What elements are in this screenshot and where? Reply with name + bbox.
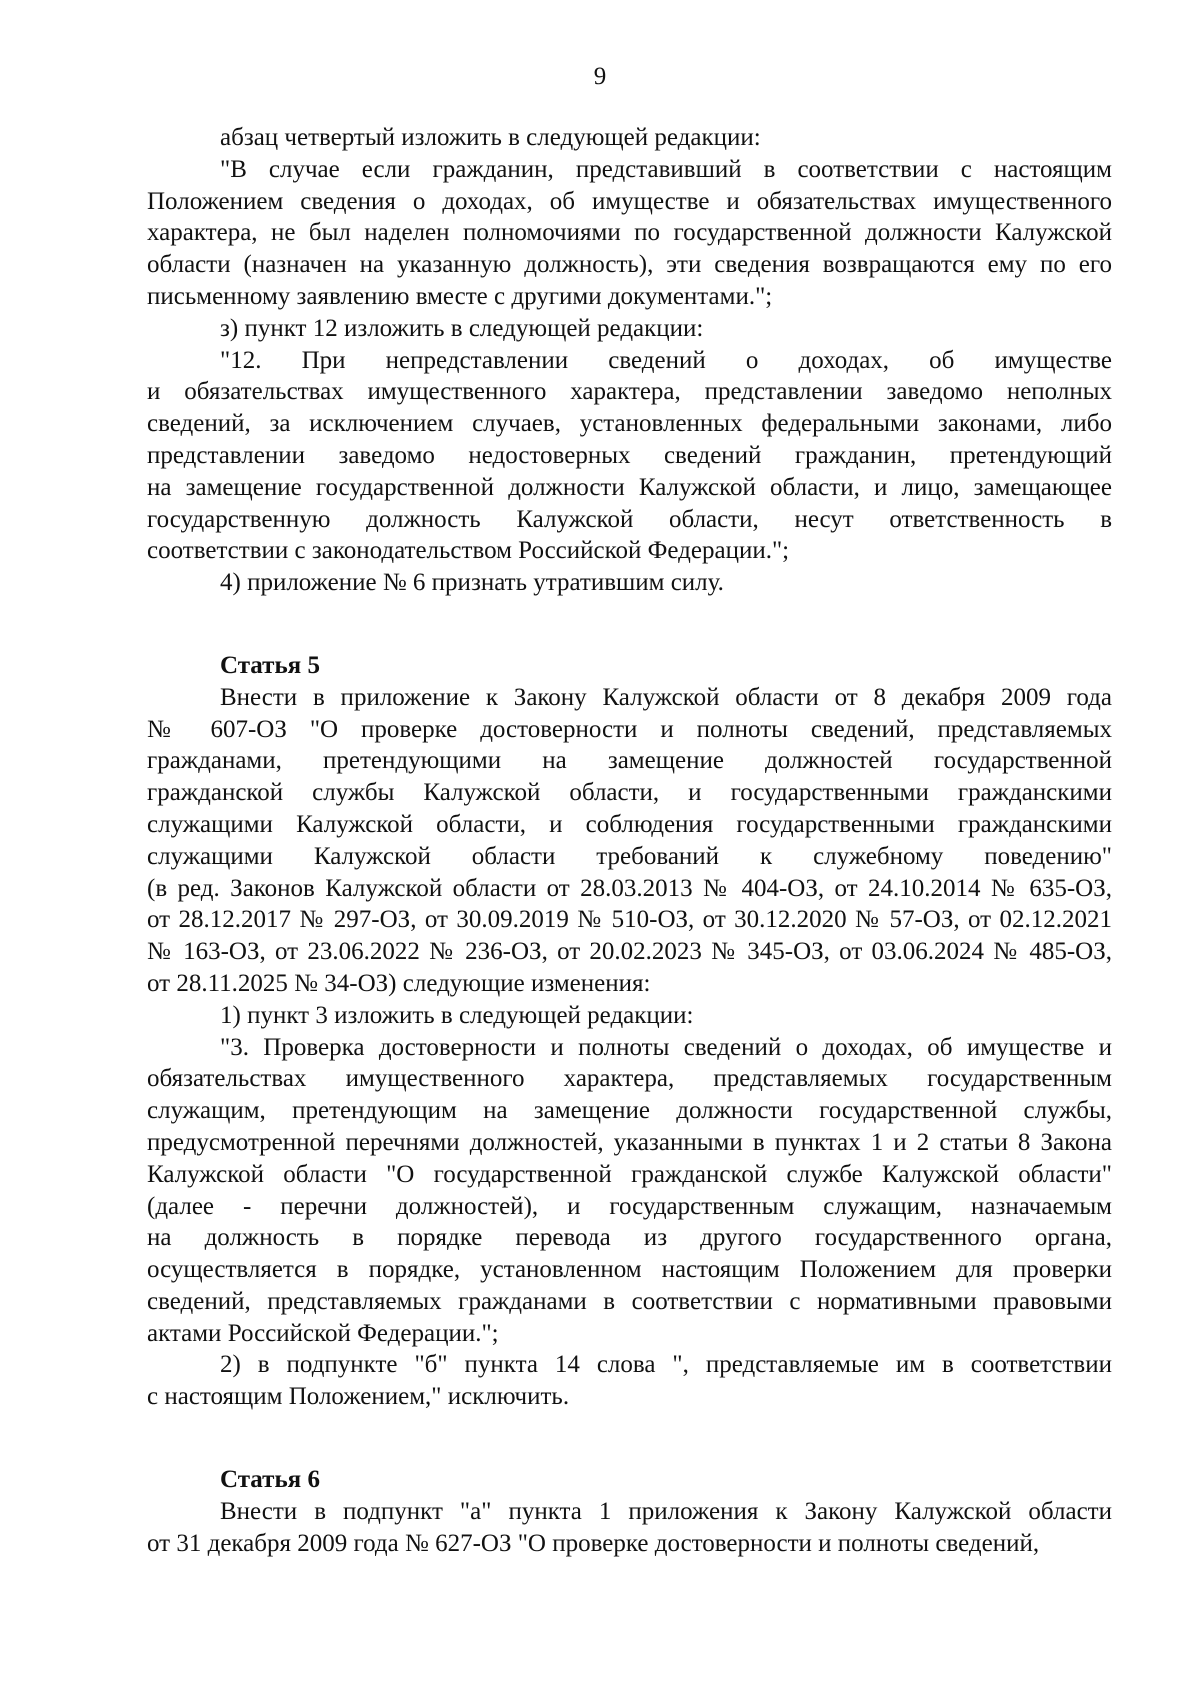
text-line: обязательствах имущественного характера, представляемых государственным [147,1065,1112,1093]
text-line: осуществляется в порядке, установленном настоящим Положением для проверки [147,1256,1112,1284]
text-line: письменному заявлению вместе с другими документами."; [147,282,773,310]
text-line: на должность в порядке перевода из другого государственного органа, [147,1224,1112,1252]
text-line: от 28.11.2025 № 34-ОЗ) следующие изменения: [147,969,651,997]
text-line: "В случае если гражданин, представивший в соответствии с настоящим [220,155,1112,183]
paragraph-annex-6-repeal: 4) приложение № 6 признать утратившим силу. [220,569,724,597]
paragraph-article-5-intro [147,682,1112,1000]
article-6-heading: Статья 6 [220,1466,320,1494]
text-line: с настоящим Положением," исключить. [147,1383,570,1411]
text-line: 2) в подпункте "б" пункта 14 слова ", представляемые им в соответствии [220,1351,1112,1379]
text-line: сведений, представляемых гражданами в соответствии с нормативными правовыми [147,1287,1112,1315]
text-line: (в ред. Законов Калужской области от 28.03.2013 № 404-ОЗ, от 24.10.2014 № 635-ОЗ, [147,874,1112,902]
text-line: Калужской области "О государственной гражданской службе Калужской области" [147,1160,1112,1188]
text-line: Внести в подпункт "а" пункта 1 приложения к Закону Калужской области [220,1497,1112,1525]
text-line: служащим, претендующим на замещение должности государственной службы, [147,1097,1112,1125]
text-line: служащими Калужской области, и соблюдения государственными гражданскими [147,810,1112,838]
text-line: № 163-ОЗ, от 23.06.2022 № 236-ОЗ, от 20.02.2023 № 345-ОЗ, от 03.06.2024 № 485-ОЗ, [147,938,1112,966]
text-line: № 607-ОЗ "О проверке достоверности и полноты сведений, представляемых [147,715,1112,743]
text-line: гражданами, претендующими на замещение должностей государственной [147,747,1112,775]
paragraph-clause-14-change [147,1349,1112,1413]
paragraph-quote-return-info [147,154,1112,313]
text-line: от 28.12.2017 № 297-ОЗ, от 30.09.2019 № 510-ОЗ, от 30.12.2020 № 57-ОЗ, от 02.12.2021 [147,906,1112,934]
text-line: области (назначен на указанную должность), эти сведения возвращаются ему по его [147,251,1112,279]
paragraph-clause-12-text [147,345,1112,568]
text-line: гражданской службы Калужской области, и государственными гражданскими [147,779,1112,807]
text-line: актами Российской Федерации."; [147,1319,499,1347]
text-line: "12. При непредставлении сведений о доходах, об имуществе [220,346,1112,374]
text-line: Положением сведения о доходах, об имуществе и обязательствах имущественного [147,187,1112,215]
text-line: от 31 декабря 2009 года № 627-ОЗ "О проверке достоверности и полноты сведений, [147,1529,1040,1557]
text-line: на замещение государственной должности Калужской области, и лицо, замещающее [147,473,1112,501]
text-line: Внести в приложение к Закону Калужской области от 8 декабря 2009 года [220,683,1112,711]
page-number: 9 [593,63,607,90]
text-line: предусмотренной перечнями должностей, указанными в пунктах 1 и 2 статьи 8 Закона [147,1128,1112,1156]
text-line: "3. Проверка достоверности и полноты сведений о доходах, об имуществе и [220,1033,1112,1061]
text-line: и обязательствах имущественного характера, представлении заведомо неполных [147,378,1112,406]
text-line: представлении заведомо недостоверных сведений гражданин, претендующий [147,441,1112,469]
text-line: сведений, за исключением случаев, установленных федеральными законами, либо [147,410,1112,438]
paragraph-amend-clause-12: з) пункт 12 изложить в следующей редакции: [220,314,704,342]
text-line: соответствии с законодательством Российской Федерации."; [147,537,790,565]
paragraph-amend-instruction: абзац четвертый изложить в следующей редакции: [220,124,761,151]
text-line: (далее - перечни должностей), и государственным служащим, назначаемым [147,1192,1112,1220]
paragraph-amend-clause-3: 1) пункт 3 изложить в следующей редакции: [220,1001,694,1029]
text-line: государственную должность Калужской области, несут ответственность в [147,505,1112,533]
text-line: служащими Калужской области требований к служебному поведению" [147,842,1112,870]
paragraph-clause-3-text [147,1032,1112,1350]
document-body [147,122,1112,1559]
paragraph-article-6-intro [147,1496,1112,1560]
text-line: характера, не был наделен полномочиями по государственной должности Калужской [147,219,1112,247]
article-5-heading: Статья 5 [220,651,320,679]
